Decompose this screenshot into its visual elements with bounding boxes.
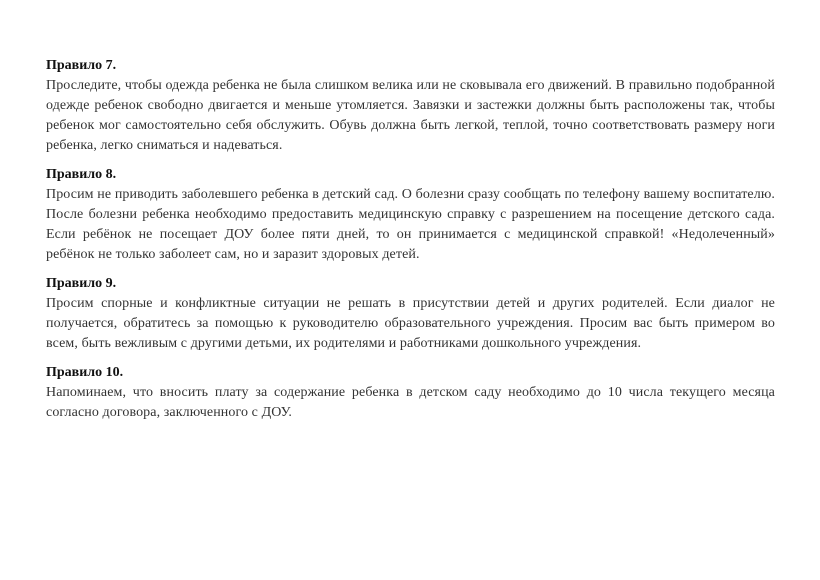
rule-heading: Правило 9. bbox=[46, 276, 117, 291]
rule-section-10 bbox=[46, 363, 775, 423]
rule-heading: Правило 7. bbox=[46, 58, 117, 73]
rule-paragraph: Просим не приводить заболевшего ребенка в детский сад. О болезни сразу сообщать по телефону вашему воспитателю. После болезни ребенка необходимо предоставить медицинскую справку с разрешением на посещение детского сада. Если ребёнок не посещает ДОУ более пяти дней, то он принимается с медицинской справкой! «Недолеченный» ребёнок не только заболеет сам, но и заразит здоровых детей. bbox=[46, 187, 775, 262]
rule-heading: Правило 8. bbox=[46, 167, 117, 182]
rule-section-7 bbox=[46, 56, 775, 156]
rule-section-9 bbox=[46, 274, 775, 354]
rule-heading: Правило 10. bbox=[46, 365, 124, 380]
rule-section-8 bbox=[46, 165, 775, 265]
rule-paragraph: Напоминаем, что вносить плату за содержание ребенка в детском саду необходимо до 10 числа текущего месяца согласно договора, заключенного с ДОУ. bbox=[46, 385, 775, 420]
rule-paragraph: Просим спорные и конфликтные ситуации не решать в присутствии детей и других родителей. Если диалог не получается, обратитесь за помощью к руководителю образовательного учреждения. Просим вас быть примером во всем, быть вежливым с другими детьми, их родителями и работниками дошкольного учреждения. bbox=[46, 296, 775, 351]
rule-paragraph: Проследите, чтобы одежда ребенка не была слишком велика или не сковывала его движений. В правильно подобранной одежде ребенок свободно двигается и меньше утомляется. Завязки и застежки должны быть расположены так, чтобы ребенок мог самостоятельно себя обслужить. Обувь должна быть легкой, теплой, точно соответствовать размеру ноги ребенка, легко сниматься и надеваться. bbox=[46, 78, 775, 153]
